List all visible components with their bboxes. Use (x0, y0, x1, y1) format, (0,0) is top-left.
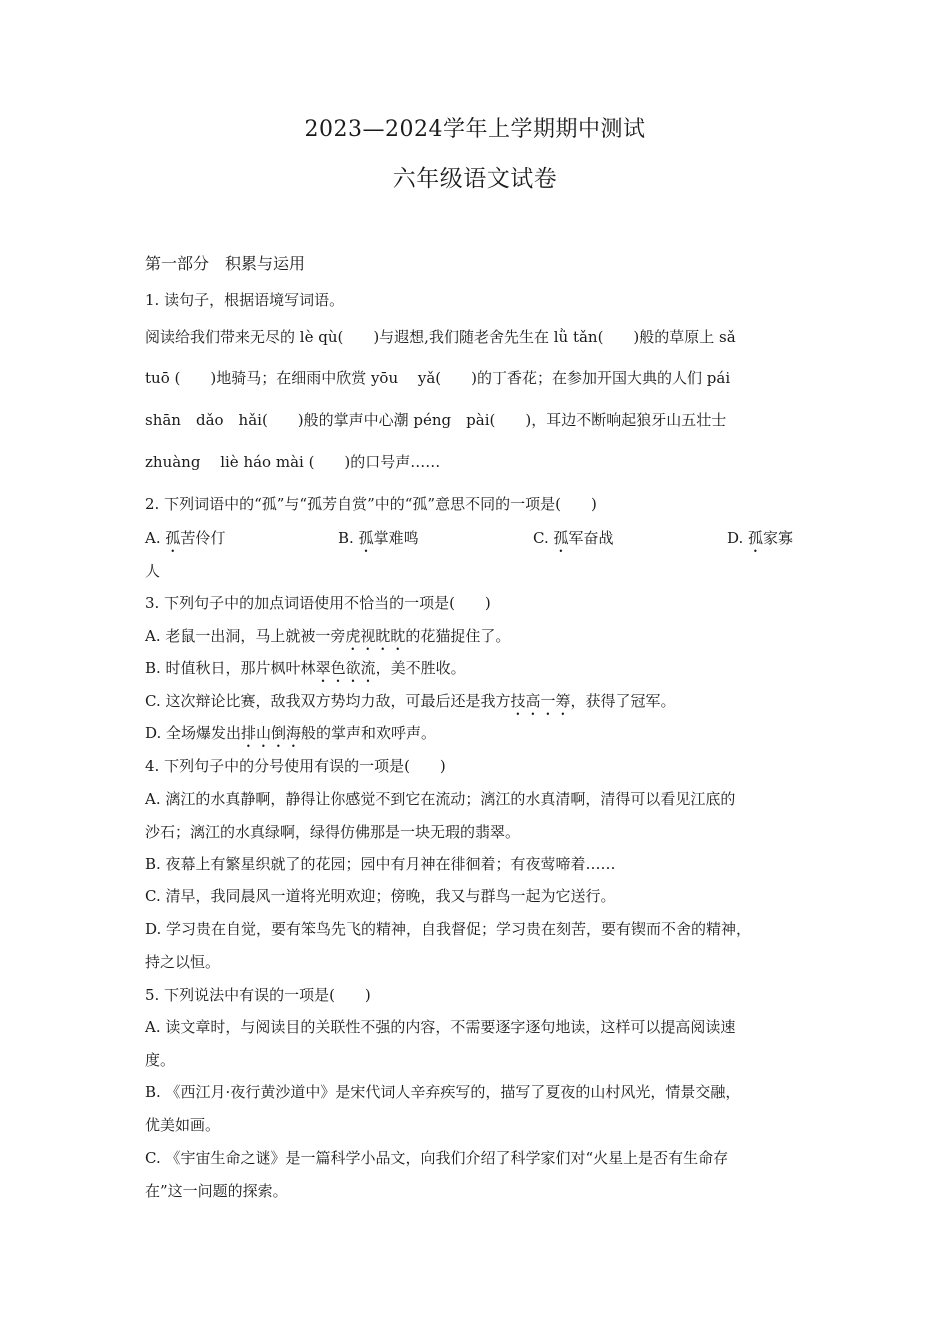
q3-stem: 3. 下列句子中的加点词语使用不恰当的一项是( ) (145, 594, 491, 612)
q5-option-a-continued: 度。 (145, 1051, 176, 1069)
q5-option-b: B. 《西江月·夜行黄沙道中》是宋代词人辛弃疾写的，描写了夏夜的山村风光，情景交融， (145, 1083, 741, 1101)
q4-option-a-continued: 沙石；漓江的水真绿啊，绿得仿佛那是一块无瑕的翡翠。 (145, 823, 521, 841)
q3-option-d: D. 全场爆发出排山倒海般的掌声和欢呼声。 (145, 724, 437, 742)
q4-option-b: B. 夜幕上有繁星织就了的花园；园中有月神在徘徊着；有夜莺啼着…… (145, 855, 616, 873)
q1-line-1: 阅读给我们带来无尽的 lè qù( )与遐想,我们随老舍先生在 lǜ tǎn( )般的草原上 sǎ (145, 328, 736, 346)
section-heading: 第一部分 积累与运用 (145, 254, 306, 273)
q5-stem: 5. 下列说法中有误的一项是( ) (145, 986, 371, 1004)
q3-option-b: B. 时值秋日，那片枫叶林翠色欲流，美不胜收。 (145, 659, 466, 677)
q4-stem: 4. 下列句子中的分号使用有误的一项是( ) (145, 757, 446, 775)
q5-option-c: C. 《宇宙生命之谜》是一篇科学小品文，向我们介绍了科学家们对“火星上是否有生命存 (145, 1149, 729, 1167)
q2-stem: 2. 下列词语中的“孤”与“孤芳自赏”中的“孤”意思不同的一项是( ) (145, 495, 597, 513)
q2-option-d-continued: 人 (145, 562, 161, 580)
q1-line-4: zhuàng liè háo mài ( )的口号声…… (145, 453, 441, 471)
q1-line-2: tuō ( )地骑马；在细雨中欣赏 yōu yǎ( )的丁香花；在参加开国大典的人们 pái (145, 369, 731, 387)
q3-option-c: C. 这次辩论比赛，敌我双方势均力敌，可最后还是我方技高一筹，获得了冠军。 (145, 692, 676, 710)
q4-option-a: A. 漓江的水真静啊，静得让你感觉不到它在流动；漓江的水真清啊，清得可以看见江底的 (145, 790, 736, 808)
q3-option-a: A. 老鼠一出洞，马上就被一旁虎视眈眈的花猫捉住了。 (145, 627, 511, 645)
q5-option-c-continued: 在”这一问题的探索。 (145, 1182, 288, 1200)
q5-option-b-continued: 优美如画。 (145, 1116, 221, 1134)
q2-option-c: C. 孤军奋战 (533, 529, 614, 547)
q2-option-d: D. 孤家寡 (727, 529, 794, 547)
q4-option-c: C. 清早，我同晨风一道将光明欢迎；傍晚，我又与群鸟一起为它送行。 (145, 887, 616, 905)
q4-option-d-continued: 持之以恒。 (145, 953, 221, 971)
q1-line-3: shān dǎo hǎi( )般的掌声中心潮 péng pài( )，耳边不断响起狼牙山五壮士 (145, 411, 727, 429)
q1-stem: 1. 读句子，根据语境写词语。 (145, 291, 345, 309)
q2-option-b: B. 孤掌难鸣 (338, 529, 419, 547)
q4-option-d: D. 学习贵在自觉，要有笨鸟先飞的精神，自我督促；学习贵在刻苦，要有锲而不舍的精神， (145, 920, 752, 938)
q2-option-a: A. 孤苦伶仃 (145, 529, 226, 547)
q5-option-a: A. 读文章时，与阅读目的关联性不强的内容，不需要逐字逐句地读，这样可以提高阅读速 (145, 1018, 736, 1036)
exam-title: 2023—2024学年上学期期中测试 (304, 117, 646, 142)
exam-subtitle: 六年级语文试卷 (392, 166, 558, 192)
